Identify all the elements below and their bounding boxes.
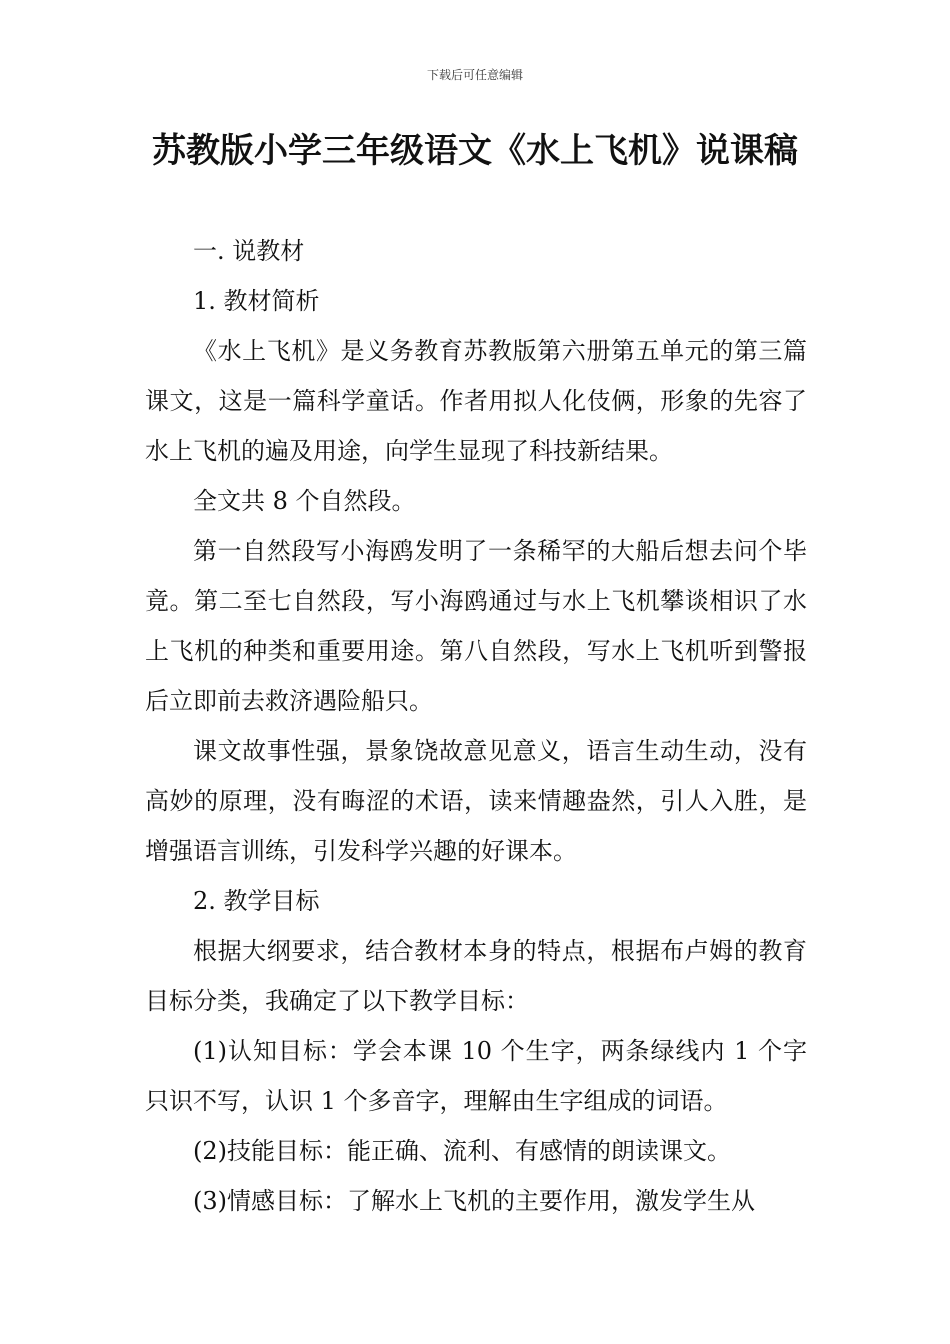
document-body: [145, 226, 807, 1226]
header-note: 下载后可任意编辑: [426, 68, 523, 82]
paragraph: 根据大纲要求，结合教材本身的特点，根据布卢姆的教育目标分类，我确定了以下教学目标：: [145, 937, 807, 1015]
paragraph: 第一自然段写小海鸥发明了一条稀罕的大船后想去问个毕竟。第二至七自然段，写小海鸥通过与水上飞机攀谈相识了水上飞机的种类和重要用途。第八自然段，写水上飞机听到警报后立即前去救济遇险船只。: [145, 537, 807, 715]
document-title: 苏教版小学三年级语文《水上飞机》说课稿: [152, 131, 798, 171]
paragraph: 课文故事性强，景象饶故意见意义，语言生动生动，没有高妙的原理，没有晦涩的术语，读来情趣盎然，引人入胜，是增强语言训练，引发科学兴趣的好课本。: [145, 737, 807, 865]
paragraph: 《水上飞机》是义务教育苏教版第六册第五单元的第三篇课文，这是一篇科学童话。作者用拟人化伎俩，形象的先容了水上飞机的遍及用途，向学生显现了科技新结果。: [145, 337, 807, 465]
paragraph: (2)技能目标：能正确、流利、有感情的朗读课文。: [193, 1137, 731, 1165]
section-heading: 一. 说教材: [193, 237, 305, 265]
paragraph: (3)情感目标：了解水上飞机的主要作用，激发学生从: [193, 1187, 755, 1215]
subsection-heading: 1. 教材简析: [193, 287, 320, 315]
subsection-heading: 2. 教学目标: [193, 887, 320, 915]
paragraph: (1)认知目标：学会本课 10 个生字，两条绿线内 1 个字只识不写，认识 1 个多音字，理解由生字组成的词语。: [145, 1037, 807, 1115]
paragraph: 全文共 8 个自然段。: [193, 487, 416, 515]
